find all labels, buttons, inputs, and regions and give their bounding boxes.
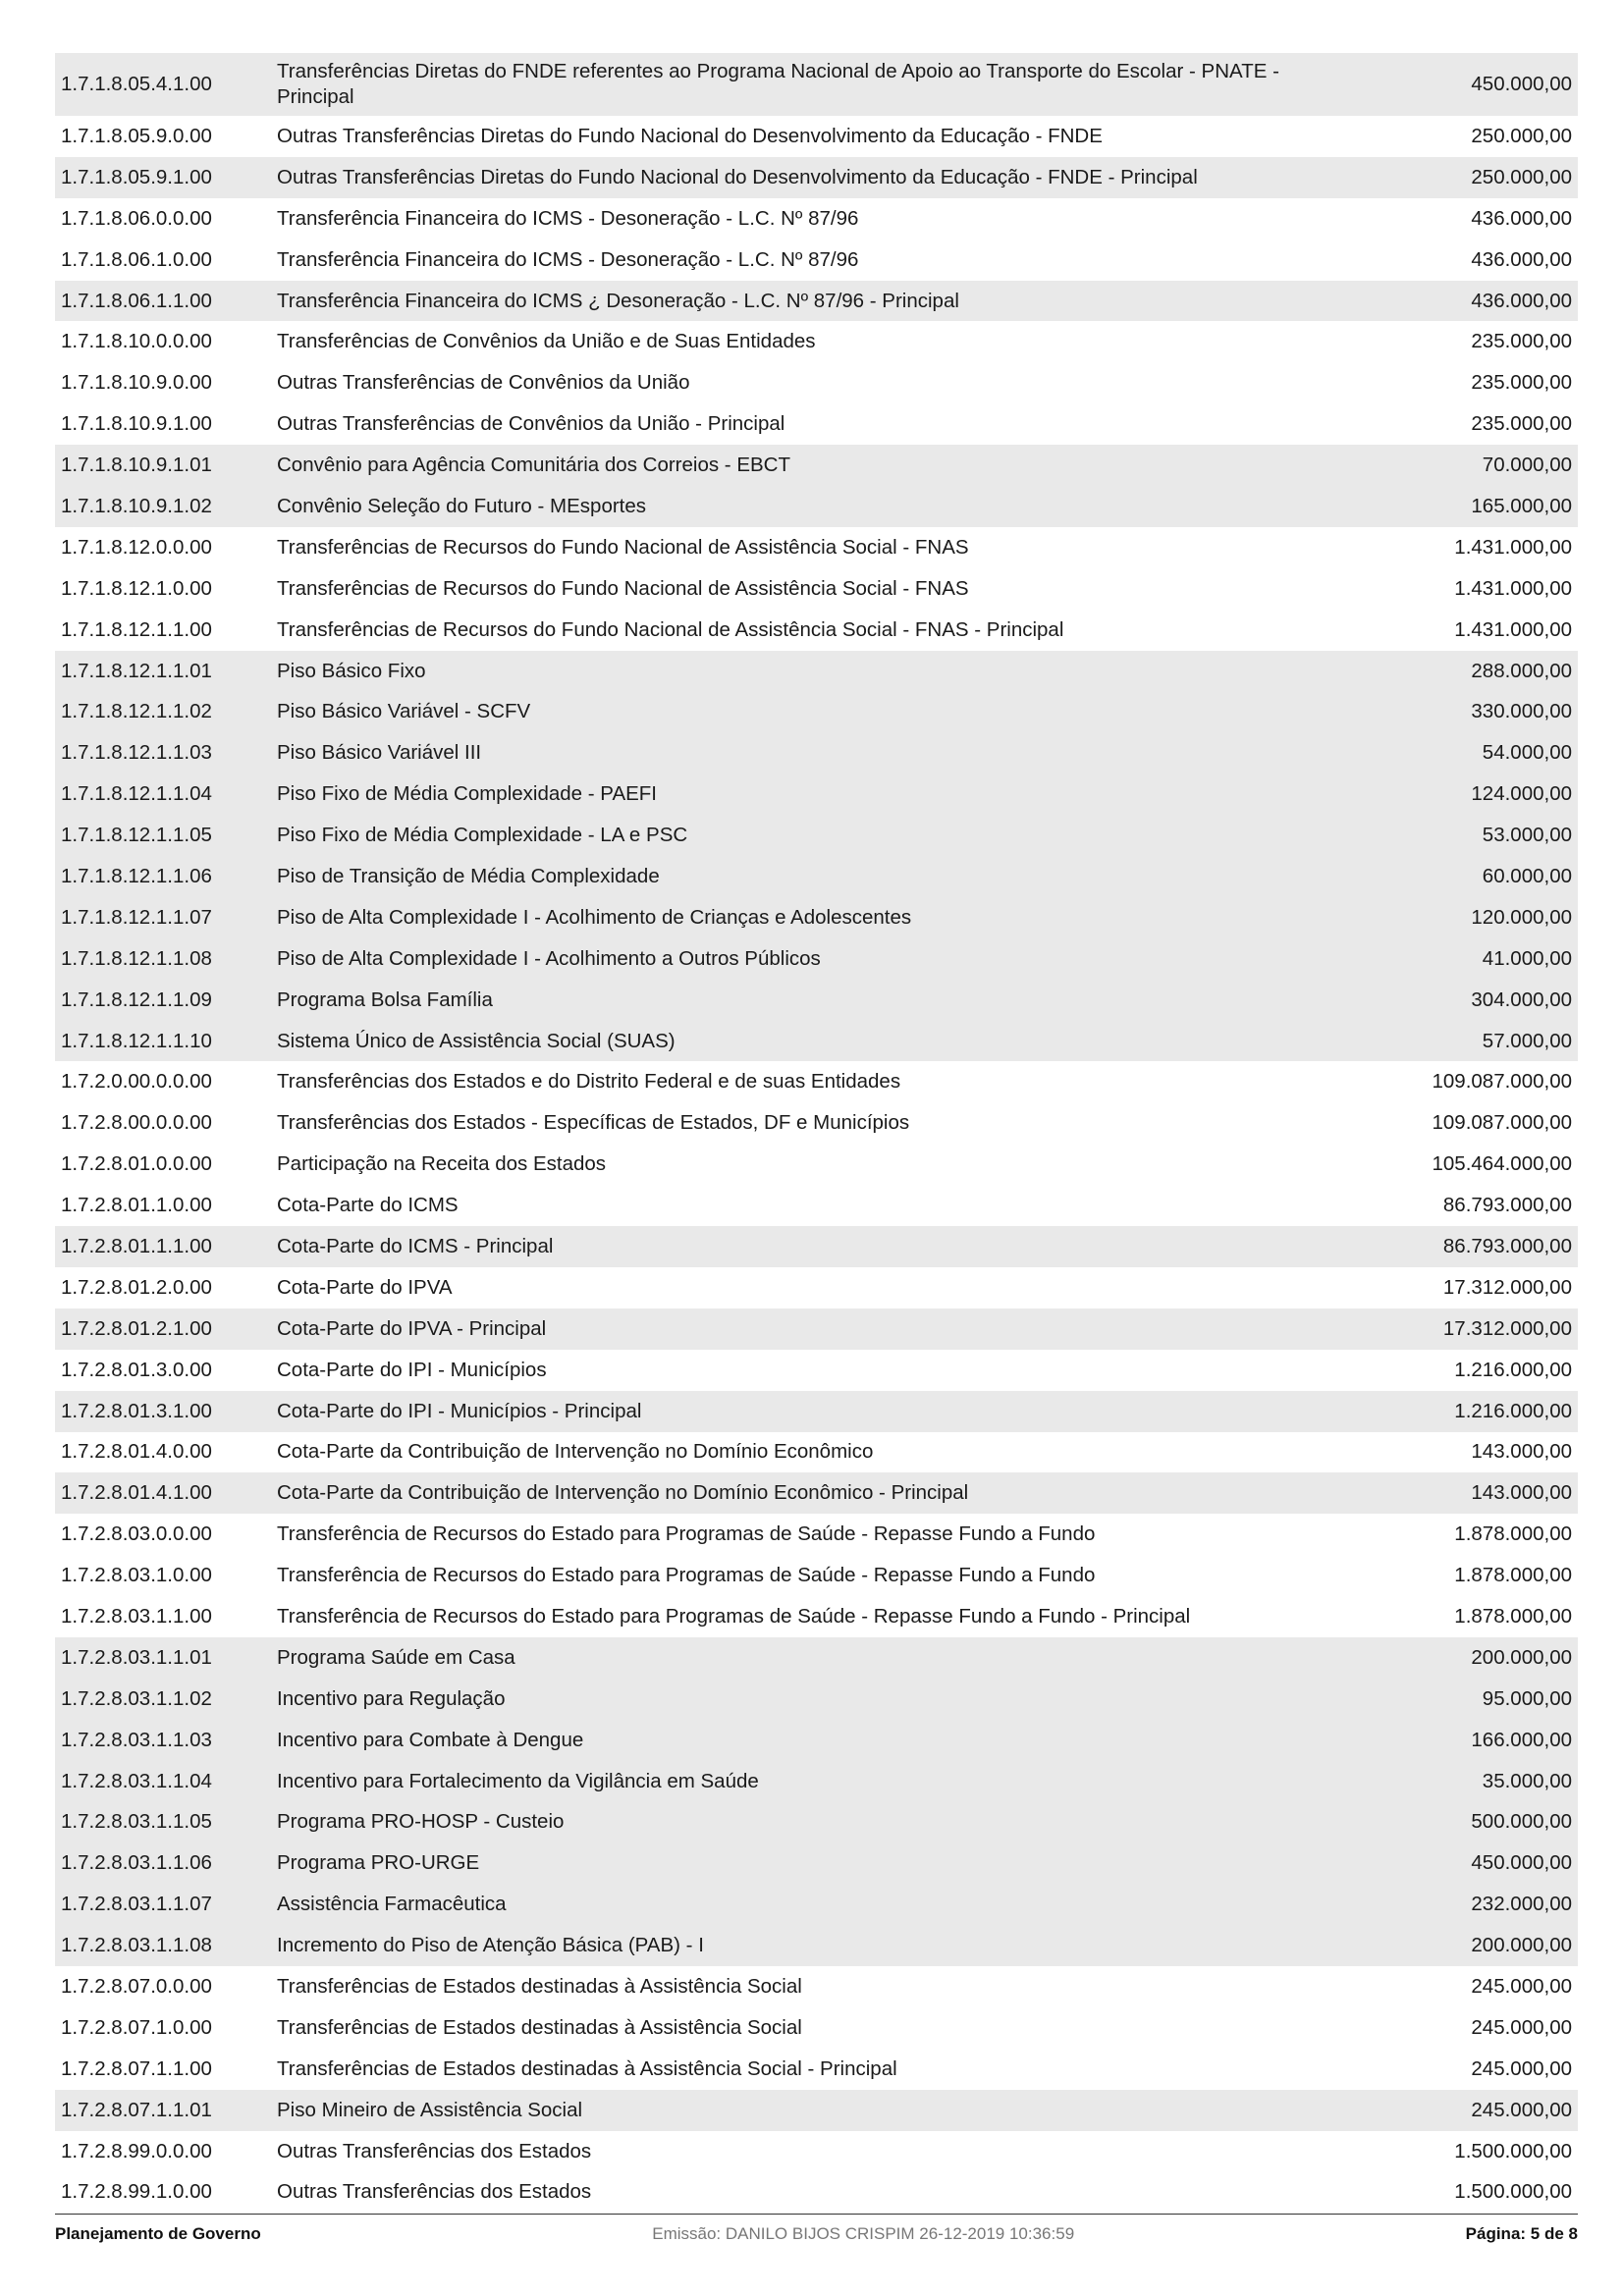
- row-value: 245.000,00: [1471, 2056, 1572, 2080]
- row-value: 86.793.000,00: [1442, 1194, 1572, 1217]
- row-code: 1.7.2.8.03.1.1.00: [61, 1605, 212, 1628]
- row-description: Incentivo para Fortalecimento da Vigilância em Saúde: [277, 1769, 759, 1792]
- row-value: 143.000,00: [1471, 1481, 1572, 1505]
- table-row: [55, 2131, 1578, 2172]
- row-value: 1.878.000,00: [1454, 1605, 1572, 1628]
- footer-department: Planejamento de Governo: [55, 2224, 261, 2243]
- row-value: 166.000,00: [1471, 1728, 1572, 1751]
- row-description: Transferência de Recursos do Estado para Programas de Saúde - Repasse Fundo a Fundo: [277, 1522, 1096, 1546]
- row-description: Cota-Parte do ICMS: [277, 1194, 459, 1217]
- row-value: 200.000,00: [1471, 1645, 1572, 1669]
- row-description: Transferência Financeira do ICMS - Desoneração - L.C. Nº 87/96: [277, 247, 859, 271]
- row-code: 1.7.1.8.06.0.0.00: [61, 206, 212, 230]
- table-row: [55, 1308, 1578, 1350]
- table-row: [55, 1596, 1578, 1637]
- row-code: 1.7.1.8.12.1.1.07: [61, 905, 212, 929]
- row-description: Transferências Diretas do FNDE referentes ao Programa Nacional de Apoio ao Transporte do Escolar - PNATE - Principal: [277, 60, 1279, 108]
- row-description: Transferências de Convênios da União e de Suas Entidades: [277, 330, 816, 353]
- row-code: 1.7.1.8.12.1.1.04: [61, 782, 212, 806]
- table-row: [55, 1966, 1578, 2007]
- row-code: 1.7.1.8.12.1.1.05: [61, 824, 212, 847]
- row-code: 1.7.2.0.00.0.0.00: [61, 1070, 212, 1094]
- row-value: 53.000,00: [1482, 824, 1572, 847]
- row-value: 35.000,00: [1482, 1769, 1572, 1792]
- row-value: 288.000,00: [1471, 659, 1572, 682]
- row-code: 1.7.1.8.12.1.1.06: [61, 864, 212, 887]
- row-value: 54.000,00: [1482, 741, 1572, 765]
- row-code: 1.7.1.8.05.9.1.00: [61, 165, 212, 188]
- row-code: 1.7.2.8.01.3.0.00: [61, 1358, 212, 1381]
- row-description: Transferência Financeira do ICMS ¿ Desoneração - L.C. Nº 87/96 - Principal: [277, 289, 959, 312]
- row-description: Assistência Farmacêutica: [277, 1893, 507, 1916]
- table-row: [55, 1925, 1578, 1966]
- table-row: [55, 1720, 1578, 1761]
- row-description: Transferências dos Estados - Específicas de Estados, DF e Municípios: [277, 1111, 910, 1135]
- table-row: [55, 2090, 1578, 2131]
- table-row: [55, 445, 1578, 486]
- row-value: 1.431.000,00: [1454, 535, 1572, 559]
- table-row: [55, 1267, 1578, 1308]
- row-description: Outras Transferências Diretas do Fundo Nacional do Desenvolvimento da Educação - FNDE: [277, 124, 1103, 147]
- row-description: Transferências dos Estados e do Distrito Federal e de suas Entidades: [277, 1070, 901, 1094]
- table-row: [55, 815, 1578, 856]
- table-row: [55, 1226, 1578, 1267]
- table-row: [55, 281, 1578, 322]
- row-description: Piso Mineiro de Assistência Social: [277, 2098, 583, 2121]
- row-value: 1.431.000,00: [1454, 576, 1572, 600]
- row-code: 1.7.2.8.01.2.0.00: [61, 1275, 212, 1299]
- row-value: 235.000,00: [1471, 371, 1572, 395]
- row-description: Transferência de Recursos do Estado para Programas de Saúde - Repasse Fundo a Fundo - Principal: [277, 1605, 1191, 1628]
- table-row: [55, 1144, 1578, 1185]
- row-value: 450.000,00: [1471, 1851, 1572, 1875]
- row-value: 1.500.000,00: [1454, 2139, 1572, 2163]
- row-code: 1.7.2.8.03.1.1.01: [61, 1645, 212, 1669]
- row-description: Programa PRO-HOSP - Custeio: [277, 1810, 565, 1834]
- row-description: Cota-Parte do ICMS - Principal: [277, 1234, 554, 1257]
- table-row: [55, 321, 1578, 362]
- row-code: 1.7.1.8.12.0.0.00: [61, 535, 212, 559]
- row-code: 1.7.1.8.10.9.1.00: [61, 412, 212, 436]
- table-row: [55, 856, 1578, 897]
- row-description: Cota-Parte do IPI - Municípios - Principal: [277, 1399, 642, 1422]
- row-code: 1.7.2.8.03.0.0.00: [61, 1522, 212, 1546]
- table-row: [55, 1102, 1578, 1144]
- row-code: 1.7.1.8.05.4.1.00: [61, 73, 212, 95]
- row-value: 436.000,00: [1471, 206, 1572, 230]
- row-code: 1.7.2.8.99.1.0.00: [61, 2180, 212, 2204]
- row-description: Programa PRO-URGE: [277, 1851, 480, 1875]
- row-value: 1.431.000,00: [1454, 617, 1572, 641]
- table-row: [55, 1061, 1578, 1102]
- row-code: 1.7.2.8.03.1.1.08: [61, 1934, 212, 1957]
- table-row: [55, 527, 1578, 568]
- row-value: 200.000,00: [1471, 1934, 1572, 1957]
- row-value: 124.000,00: [1471, 782, 1572, 806]
- row-code: 1.7.1.8.06.1.1.00: [61, 289, 212, 312]
- row-value: 232.000,00: [1471, 1893, 1572, 1916]
- table-row: [55, 157, 1578, 198]
- row-code: 1.7.1.8.12.1.1.08: [61, 946, 212, 970]
- row-value: 95.000,00: [1482, 1686, 1572, 1710]
- footer-page-number: Página: 5 de 8: [1465, 2224, 1578, 2243]
- row-description: Piso Básico Fixo: [277, 659, 426, 682]
- row-value: 330.000,00: [1471, 700, 1572, 723]
- row-code: 1.7.2.8.01.1.1.00: [61, 1234, 212, 1257]
- table-row: [55, 116, 1578, 157]
- table-row: [55, 1021, 1578, 1062]
- table-row: [55, 1514, 1578, 1555]
- row-description: Transferências de Estados destinadas à Assistência Social - Principal: [277, 2056, 897, 2080]
- table-row: [55, 1350, 1578, 1391]
- table-row: [55, 897, 1578, 938]
- row-description: Piso Básico Variável - SCFV: [277, 700, 531, 723]
- row-value: 245.000,00: [1471, 2098, 1572, 2121]
- table-row: [55, 2049, 1578, 2090]
- row-description: Incremento do Piso de Atenção Básica (PAB) - I: [277, 1934, 704, 1957]
- row-description: Sistema Único de Assistência Social (SUAS): [277, 1029, 676, 1052]
- row-description: Incentivo para Regulação: [277, 1686, 506, 1710]
- row-value: 57.000,00: [1482, 1029, 1572, 1052]
- table-row: [55, 403, 1578, 445]
- page-footer: [55, 2214, 1578, 2244]
- row-value: 1.878.000,00: [1454, 1564, 1572, 1587]
- row-code: 1.7.1.8.12.1.1.10: [61, 1029, 212, 1052]
- row-code: 1.7.2.8.07.1.1.00: [61, 2056, 212, 2080]
- table-row: [55, 1884, 1578, 1925]
- table-row: [55, 610, 1578, 651]
- table-row: [55, 980, 1578, 1021]
- table-row: [55, 774, 1578, 815]
- table-row: [55, 651, 1578, 692]
- row-value: 109.087.000,00: [1432, 1111, 1572, 1135]
- row-description: Cota-Parte da Contribuição de Intervenção no Domínio Econômico - Principal: [277, 1481, 969, 1505]
- table-row: [55, 1472, 1578, 1514]
- row-code: 1.7.2.8.01.0.0.00: [61, 1152, 212, 1176]
- table-row: [55, 2007, 1578, 2049]
- row-description: Cota-Parte da Contribuição de Intervenção no Domínio Econômico: [277, 1440, 874, 1464]
- row-code: 1.7.2.8.01.4.1.00: [61, 1481, 212, 1505]
- table-row: [55, 1391, 1578, 1432]
- row-code: 1.7.1.8.12.1.0.00: [61, 576, 212, 600]
- row-description: Outras Transferências dos Estados: [277, 2180, 592, 2204]
- table-row: [55, 1637, 1578, 1679]
- row-value: 436.000,00: [1471, 247, 1572, 271]
- row-description: Outras Transferências de Convênios da União: [277, 371, 690, 395]
- row-value: 17.312.000,00: [1442, 1316, 1572, 1340]
- table-row: [55, 568, 1578, 610]
- row-description: Transferências de Estados destinadas à Assistência Social: [277, 2015, 802, 2039]
- row-value: 120.000,00: [1471, 905, 1572, 929]
- table-row: [55, 2172, 1578, 2214]
- row-description: Transferências de Recursos do Fundo Nacional de Assistência Social - FNAS: [277, 535, 969, 559]
- table-row: [55, 1432, 1578, 1473]
- row-code: 1.7.2.8.07.1.1.01: [61, 2098, 212, 2121]
- row-value: 235.000,00: [1471, 412, 1572, 436]
- row-value: 143.000,00: [1471, 1440, 1572, 1464]
- row-value: 60.000,00: [1482, 864, 1572, 887]
- row-code: 1.7.1.8.12.1.1.03: [61, 741, 212, 765]
- revenue-table: [55, 53, 1578, 2213]
- row-code: 1.7.2.8.01.1.0.00: [61, 1194, 212, 1217]
- row-code: 1.7.1.8.10.9.0.00: [61, 371, 212, 395]
- row-description: Transferências de Recursos do Fundo Nacional de Assistência Social - FNAS - Principal: [277, 617, 1064, 641]
- row-value: 165.000,00: [1471, 494, 1572, 517]
- row-value: 500.000,00: [1471, 1810, 1572, 1834]
- row-code: 1.7.2.8.01.4.0.00: [61, 1440, 212, 1464]
- row-description: Piso Básico Variável III: [277, 741, 482, 765]
- row-description: Cota-Parte do IPVA - Principal: [277, 1316, 547, 1340]
- row-value: 41.000,00: [1482, 946, 1572, 970]
- row-description: Cota-Parte do IPI - Municípios: [277, 1358, 547, 1381]
- row-value: 70.000,00: [1482, 454, 1572, 477]
- row-description: Piso Fixo de Média Complexidade - LA e PSC: [277, 824, 688, 847]
- table-row: [55, 691, 1578, 732]
- table-row: [55, 938, 1578, 980]
- row-description: Piso Fixo de Média Complexidade - PAEFI: [277, 782, 658, 806]
- table-row: [55, 486, 1578, 527]
- row-code: 1.7.1.8.12.1.1.01: [61, 659, 212, 682]
- row-description: Outras Transferências dos Estados: [277, 2139, 592, 2163]
- row-code: 1.7.2.8.03.1.1.04: [61, 1769, 212, 1792]
- row-description: Participação na Receita dos Estados: [277, 1152, 607, 1176]
- row-description: Incentivo para Combate à Dengue: [277, 1728, 584, 1751]
- row-code: 1.7.1.8.10.9.1.01: [61, 454, 212, 477]
- row-description: Transferências de Recursos do Fundo Nacional de Assistência Social - FNAS: [277, 576, 969, 600]
- row-code: 1.7.1.8.12.1.1.02: [61, 700, 212, 723]
- row-code: 1.7.1.8.10.0.0.00: [61, 330, 212, 353]
- row-code: 1.7.2.8.03.1.1.07: [61, 1893, 212, 1916]
- row-value: 109.087.000,00: [1432, 1070, 1572, 1094]
- row-value: 1.500.000,00: [1454, 2180, 1572, 2204]
- row-value: 1.216.000,00: [1454, 1358, 1572, 1381]
- row-value: 245.000,00: [1471, 2015, 1572, 2039]
- row-code: 1.7.2.8.03.1.0.00: [61, 1564, 212, 1587]
- table-row: [55, 240, 1578, 281]
- row-value: 245.000,00: [1471, 1975, 1572, 1999]
- table-row: [55, 1842, 1578, 1884]
- row-value: 235.000,00: [1471, 330, 1572, 353]
- row-description: Transferências de Estados destinadas à Assistência Social: [277, 1975, 802, 1999]
- row-code: 1.7.2.8.03.1.1.02: [61, 1686, 212, 1710]
- row-value: 450.000,00: [1471, 73, 1572, 95]
- row-code: 1.7.2.8.01.2.1.00: [61, 1316, 212, 1340]
- row-description: Convênio para Agência Comunitária dos Correios - EBCT: [277, 454, 791, 477]
- row-description: Transferência de Recursos do Estado para Programas de Saúde - Repasse Fundo a Fundo: [277, 1564, 1096, 1587]
- row-description: Piso de Transição de Média Complexidade: [277, 864, 660, 887]
- row-description: Outras Transferências Diretas do Fundo Nacional do Desenvolvimento da Educação - FNDE - Principal: [277, 165, 1198, 188]
- table-row: [55, 1802, 1578, 1843]
- row-value: 304.000,00: [1471, 988, 1572, 1011]
- row-code: 1.7.2.8.01.3.1.00: [61, 1399, 212, 1422]
- row-description: Outras Transferências de Convênios da União - Principal: [277, 412, 785, 436]
- row-description: Convênio Seleção do Futuro - MEsportes: [277, 494, 647, 517]
- row-description: Piso de Alta Complexidade I - Acolhimento de Crianças e Adolescentes: [277, 905, 912, 929]
- row-code: 1.7.1.8.05.9.0.00: [61, 124, 212, 147]
- row-value: 250.000,00: [1471, 124, 1572, 147]
- row-code: 1.7.1.8.06.1.0.00: [61, 247, 212, 271]
- row-value: 250.000,00: [1471, 165, 1572, 188]
- row-description: Piso de Alta Complexidade I - Acolhimento a Outros Públicos: [277, 946, 821, 970]
- table-row: [55, 362, 1578, 403]
- table-row: [55, 1185, 1578, 1226]
- row-description: Cota-Parte do IPVA: [277, 1275, 453, 1299]
- row-value: 86.793.000,00: [1442, 1234, 1572, 1257]
- row-value: 1.216.000,00: [1454, 1399, 1572, 1422]
- row-description: Transferência Financeira do ICMS - Desoneração - L.C. Nº 87/96: [277, 206, 859, 230]
- row-code: 1.7.2.8.07.0.0.00: [61, 1975, 212, 1999]
- row-code: 1.7.2.8.07.1.0.00: [61, 2015, 212, 2039]
- table-row: [55, 1679, 1578, 1720]
- row-code: 1.7.2.8.03.1.1.06: [61, 1851, 212, 1875]
- row-value: 17.312.000,00: [1442, 1275, 1572, 1299]
- table-row: [55, 198, 1578, 240]
- table-row: [55, 1761, 1578, 1802]
- row-code: 1.7.2.8.03.1.1.03: [61, 1728, 212, 1751]
- row-code: 1.7.2.8.99.0.0.00: [61, 2139, 212, 2163]
- row-value: 436.000,00: [1471, 289, 1572, 312]
- footer-emission: Emissão: DANILO BIJOS CRISPIM 26-12-2019 10:36:59: [652, 2224, 1075, 2243]
- row-code: 1.7.2.8.00.0.0.00: [61, 1111, 212, 1135]
- row-description: Programa Bolsa Família: [277, 988, 493, 1011]
- table-row: [55, 53, 1578, 116]
- table-row: [55, 732, 1578, 774]
- row-code: 1.7.2.8.03.1.1.05: [61, 1810, 212, 1834]
- row-code: 1.7.1.8.12.1.1.00: [61, 617, 212, 641]
- row-value: 105.464.000,00: [1432, 1152, 1572, 1176]
- row-code: 1.7.1.8.12.1.1.09: [61, 988, 212, 1011]
- table-row: [55, 1555, 1578, 1596]
- row-description: Programa Saúde em Casa: [277, 1645, 515, 1669]
- row-code: 1.7.1.8.10.9.1.02: [61, 494, 212, 517]
- row-value: 1.878.000,00: [1454, 1522, 1572, 1546]
